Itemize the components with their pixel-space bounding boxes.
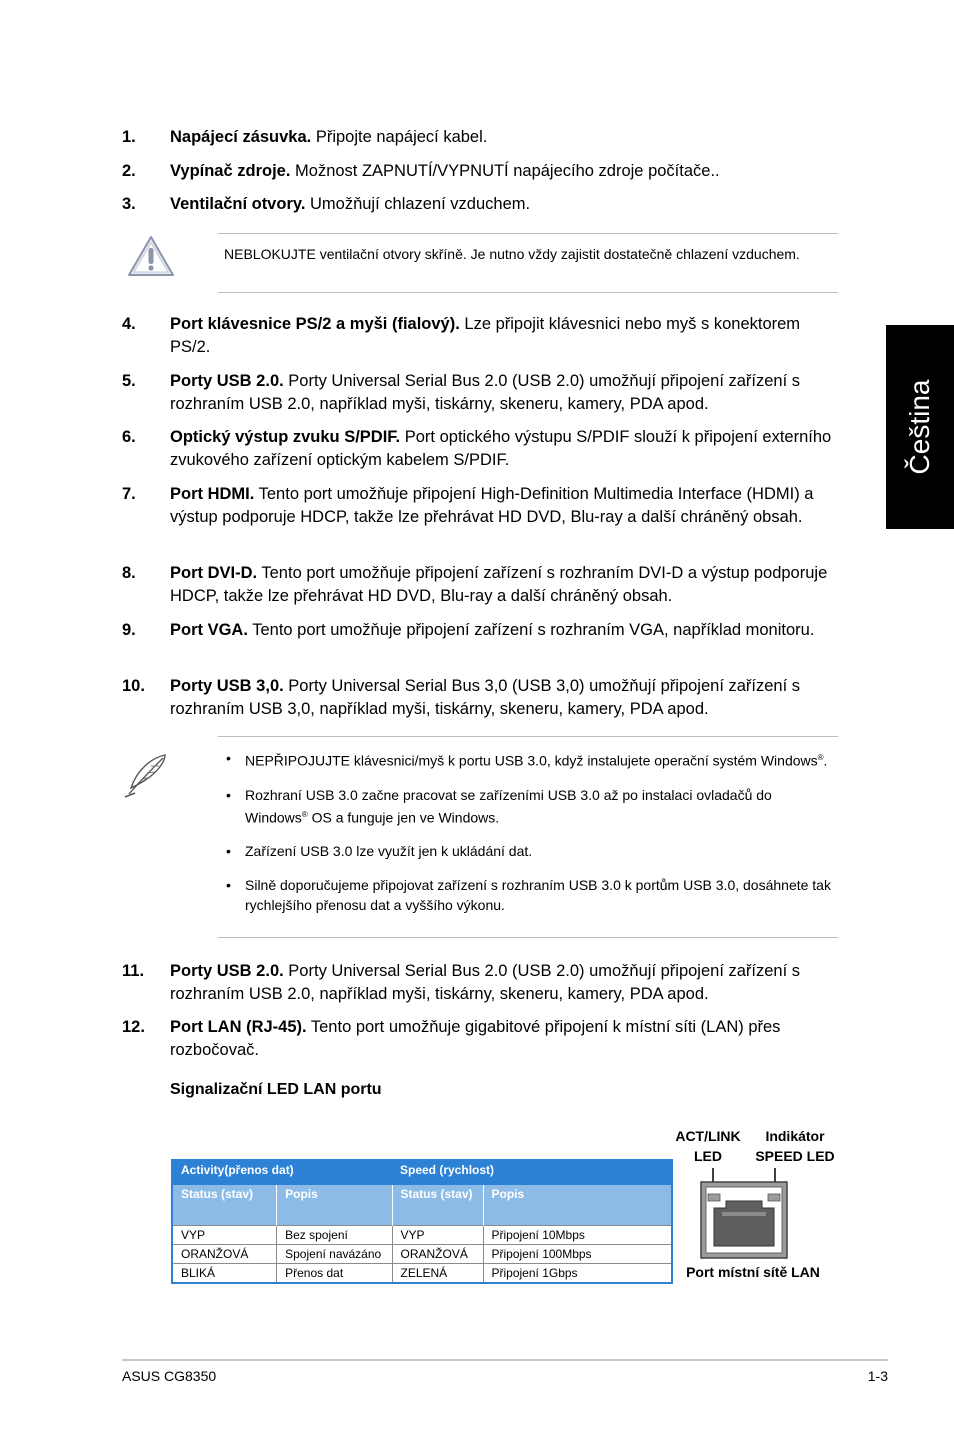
- registered-mark: ®: [817, 753, 824, 762]
- registered-mark: ®: [301, 809, 308, 819]
- item-title: Port klávesnice PS/2 a myši (fialový).: [170, 315, 460, 333]
- led-table-header: Popis: [277, 1185, 392, 1226]
- warning-icon: [126, 234, 176, 278]
- led-table-header: Popis: [483, 1185, 672, 1226]
- note-text: Silně doporučujeme připojovat zařízení s rozhraním USB 3.0 k portům USB 3.0, dosáhnete tak rychlejšího přenosu dat a vyššího výkonu.: [245, 877, 831, 914]
- item-title: Napájecí zásuvka.: [170, 128, 312, 146]
- warning-box: [218, 233, 838, 293]
- led-table-header: Status (stav): [392, 1185, 483, 1226]
- item-title: Port HDMI.: [170, 485, 255, 503]
- list-item: [122, 960, 838, 1006]
- table-cell: Připojení 1Gbps: [483, 1264, 672, 1284]
- table-cell: VYP: [172, 1226, 277, 1245]
- list-item: [122, 126, 838, 149]
- table-cell: Připojení 10Mbps: [483, 1226, 672, 1245]
- item-text: Tento port umožňuje gigabitové připojení k místní síti (LAN) přes rozbočovač.: [170, 1018, 781, 1059]
- item-text: Tento port umožňuje připojení High-Definition Multimedia Interface (HDMI) a výstup podporuje HDCP, takže lze přehrávat HD DVD, Blu-ray a další chráněný obsah.: [170, 485, 814, 526]
- item-number: 10.: [122, 677, 145, 695]
- list-item: [122, 426, 838, 472]
- note-item: [218, 748, 838, 771]
- item-number: 12.: [122, 1018, 145, 1036]
- item-text: Port optického výstupu S/PDIF slouží k připojení externího zvukového zařízení optickým kabelem S/PDIF.: [170, 428, 832, 469]
- table-row: [172, 1264, 672, 1284]
- note-item: [218, 841, 838, 861]
- item-title: Porty USB 2.0.: [170, 962, 284, 980]
- list-item: [122, 313, 838, 359]
- item-number: 5.: [122, 372, 136, 390]
- table-cell: ZELENÁ: [392, 1264, 483, 1284]
- item-text: Možnost ZAPNUTÍ/VYPNUTÍ napájecího zdroje počítače..: [290, 162, 720, 180]
- bullet: •: [226, 877, 231, 894]
- table-cell: Přenos dat: [277, 1264, 392, 1284]
- item-text: Porty Universal Serial Bus 2.0 (USB 2.0) umožňují připojení zařízení s rozhraním USB 2.0, například myši, tiskárny, skeneru, kamery, PDA apod.: [170, 372, 801, 413]
- item-text: Tento port umožňuje připojení zařízení s rozhraním VGA, například monitoru.: [247, 621, 815, 639]
- note-text-end: OS a funguje jen ve Windows.: [307, 809, 500, 826]
- note-text: NEPŘIPOJUJTE klávesnici/myš k portu USB 3.0, když instalujete operační systém Windows: [245, 752, 818, 769]
- item-title: Ventilační otvory.: [170, 195, 306, 213]
- list-item: [122, 193, 838, 216]
- item-number: 8.: [122, 564, 136, 582]
- table-cell: Připojení 100Mbps: [483, 1245, 672, 1264]
- led-table: [171, 1159, 673, 1284]
- item-title: Port LAN (RJ-45).: [170, 1018, 307, 1036]
- item-text: Lze připojit klávesnici nebo myš s konektorem PS/2.: [170, 315, 801, 356]
- note-box: [218, 736, 838, 938]
- item-number: 4.: [122, 315, 136, 333]
- table-cell: ORANŽOVÁ: [392, 1245, 483, 1264]
- table-row: [172, 1226, 672, 1245]
- item-title: Optický výstup zvuku S/PDIF.: [170, 428, 401, 446]
- item-text: Porty Universal Serial Bus 3,0 (USB 3,0) umožňují připojení zařízení s rozhraním USB 3,0, například myši, tiskárny, skeneru, kamery, PDA apod.: [170, 677, 801, 718]
- item-number: 11.: [122, 962, 145, 980]
- table-cell: Spojení navázáno: [277, 1245, 392, 1264]
- led-section-heading: Signalizační LED LAN portu: [170, 1081, 382, 1098]
- item-text: Tento port umožňuje připojení zařízení s rozhraním DVI-D a výstup podporuje HDCP, takže lze přehrávat HD DVD, Blu-ray a další chráněný obsah.: [170, 564, 828, 605]
- note-text-end: .: [823, 752, 828, 769]
- list-item: [122, 160, 838, 183]
- note-item: [218, 785, 838, 828]
- note-feather-icon: [121, 752, 171, 800]
- item-title: Porty USB 2.0.: [170, 372, 284, 390]
- list-item: [122, 562, 838, 608]
- item-number: 9.: [122, 621, 136, 639]
- note-text: Rozhraní USB 3.0 začne pracovat se zařízeními USB 3.0 až po instalaci ovladačů do Windows: [245, 786, 772, 826]
- list-item: [122, 483, 838, 529]
- footer-divider: [122, 1359, 888, 1361]
- item-text: Připojte napájecí kabel.: [311, 128, 488, 146]
- list-item: [122, 370, 838, 416]
- led-table-header: Status (stav): [172, 1185, 277, 1226]
- language-tab: [886, 325, 954, 529]
- bullet: •: [226, 786, 231, 803]
- item-title: Port DVI-D.: [170, 564, 258, 582]
- item-title: Port VGA.: [170, 621, 248, 639]
- act-link-led-label: ACT/LINK LED: [675, 1128, 741, 1164]
- lan-port-icon: [700, 1166, 790, 1260]
- list-item: [122, 675, 838, 721]
- table-cell: BLIKÁ: [172, 1264, 277, 1284]
- note-item: [218, 875, 838, 915]
- table-cell: VYP: [392, 1226, 483, 1245]
- language-tab-label: Čeština: [904, 379, 935, 475]
- item-number: 2.: [122, 162, 136, 180]
- led-table-group-activity: Activity(přenos dat): [172, 1160, 392, 1185]
- table-row: [172, 1245, 672, 1264]
- table-cell: Bez spojení: [277, 1226, 392, 1245]
- item-title: Vypínač zdroje.: [170, 162, 291, 180]
- led-table-group-speed: Speed (rychlost): [392, 1160, 672, 1185]
- bullet: •: [226, 750, 231, 766]
- item-title: Porty USB 3,0.: [170, 677, 284, 695]
- note-text: Zařízení USB 3.0 lze využít jen k ukládání dat.: [245, 843, 533, 860]
- list-item: [122, 1016, 838, 1062]
- item-number: 7.: [122, 485, 136, 503]
- item-number: 1.: [122, 128, 136, 146]
- speed-led-label: Indikátor SPEED LED: [755, 1128, 835, 1164]
- footer-page-number: 1-3: [867, 1368, 888, 1384]
- footer-model: ASUS CG8350: [122, 1368, 217, 1384]
- lan-port-label: Port místní sítě LAN: [686, 1264, 820, 1280]
- item-number: 3.: [122, 195, 136, 213]
- item-text: Porty Universal Serial Bus 2.0 (USB 2.0) umožňují připojení zařízení s rozhraním USB 2.0, například myši, tiskárny, skeneru, kamery, PDA apod.: [170, 962, 801, 1003]
- item-number: 6.: [122, 428, 136, 446]
- bullet: •: [226, 843, 231, 860]
- list-item: [122, 619, 838, 642]
- item-text: Umožňují chlazení vzduchem.: [305, 195, 531, 213]
- table-cell: ORANŽOVÁ: [172, 1245, 277, 1264]
- warning-text: NEBLOKUJTE ventilační otvory skříně. Je nutno vždy zajistit dostatečně chlazení vzduchem.: [224, 246, 800, 262]
